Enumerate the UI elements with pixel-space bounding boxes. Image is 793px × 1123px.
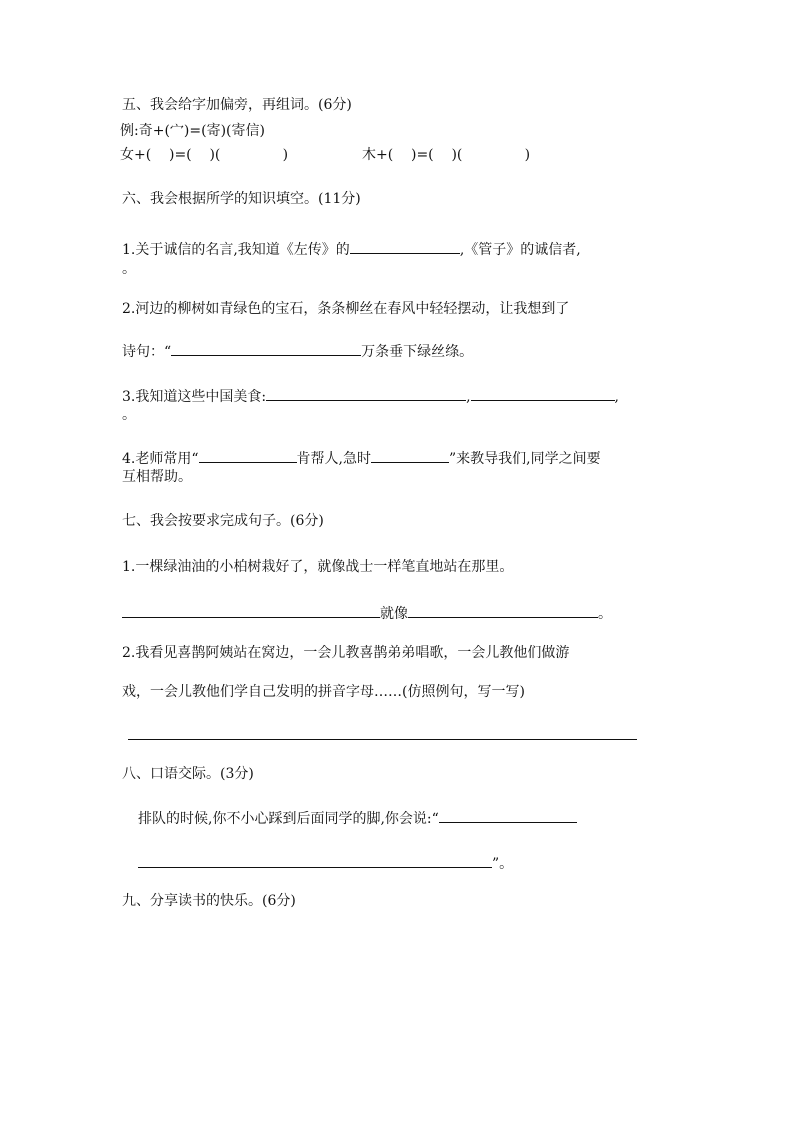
q4-blank-2[interactable] [371, 448, 449, 463]
q1-text-b: ,《管子》的诚信者, [459, 242, 581, 258]
section-6-q3 [122, 386, 619, 406]
q2-blank[interactable] [171, 341, 361, 356]
section-5-item-1: 女+( )=( )( ) [120, 147, 289, 163]
q7-1-mid: 就像 [380, 606, 408, 622]
section-7-q2: 2.我看见喜鹊阿姨站在窝边，一会儿教喜鹊弟弟唱歌，一会儿教他们做游 [122, 645, 570, 661]
q3-blank-1[interactable] [266, 386, 466, 401]
section-5-item-2: 木+( )=( )( ) [362, 147, 531, 163]
q7-1-blank-1[interactable] [122, 603, 380, 618]
q3-text-a: 3.我知道这些中国美食: [122, 389, 267, 405]
q4-text-a: 4.老师常用“ [122, 451, 199, 467]
q7-1-blank-2[interactable] [408, 603, 598, 618]
s8-blank-1[interactable] [439, 808, 577, 823]
q2-text-c: 万条垂下绿丝绦。 [361, 344, 474, 360]
q3-text-b: , [466, 389, 471, 405]
section-5-heading: 五、我会给字加偏旁，再组词。(6分) [122, 97, 352, 113]
section-6-q2: 2.河边的柳树如青绿色的宝石，条条柳丝在春风中轻轻摆动，让我想到了 [122, 301, 570, 317]
section-9-heading: 九、分享读书的快乐。(6分) [122, 893, 296, 909]
section-7-q1: 1.一棵绿油油的小柏树栽好了，就像战士一样笔直地站在那里。 [122, 559, 514, 575]
q3-blank-2[interactable] [471, 386, 615, 401]
q1-text-a: 1.关于诚信的名言,我知道《左传》的 [122, 242, 350, 258]
q4-text-d: 互相帮助。 [122, 469, 192, 485]
section-6-q1 [122, 239, 581, 259]
s8-text: 排队的时候,你不小心踩到后面同学的脚,你会说:“ [138, 811, 439, 827]
section-5-example: 例:奇+(宀)=(寄)(寄信) [120, 123, 265, 139]
section-6-q2-line [122, 341, 473, 361]
section-7-q2-cont: 戏，一会儿教他们学自己发明的拼音字母……(仿照例句，写一写) [122, 684, 525, 700]
s8-blank-2[interactable] [138, 853, 492, 868]
q3-text-c: , [614, 389, 619, 405]
q7-1-end: 。 [598, 606, 612, 622]
section-6-q4 [122, 448, 601, 468]
q7-2-answer-line[interactable] [128, 739, 637, 740]
q1-text-c: 。 [122, 261, 136, 277]
section-8-heading: 八、口语交际。(3分) [122, 766, 254, 782]
s8-end: ”。 [492, 856, 514, 872]
q4-text-c: ”来教导我们,同学之间要 [448, 451, 601, 467]
q4-text-b: 肯帮人,急时 [296, 451, 371, 467]
q1-blank-1[interactable] [350, 239, 460, 254]
section-7-heading: 七、我会按要求完成句子。(6分) [122, 513, 324, 529]
section-6-heading: 六、我会根据所学的知识填空。(11分) [122, 191, 361, 207]
section-8-text [138, 808, 577, 828]
section-8-answer [138, 853, 513, 873]
q4-blank-1[interactable] [199, 448, 297, 463]
q3-text-d: 。 [122, 407, 136, 423]
q2-text-b: 诗句：“ [122, 344, 172, 360]
section-7-q1-answer [122, 603, 612, 623]
